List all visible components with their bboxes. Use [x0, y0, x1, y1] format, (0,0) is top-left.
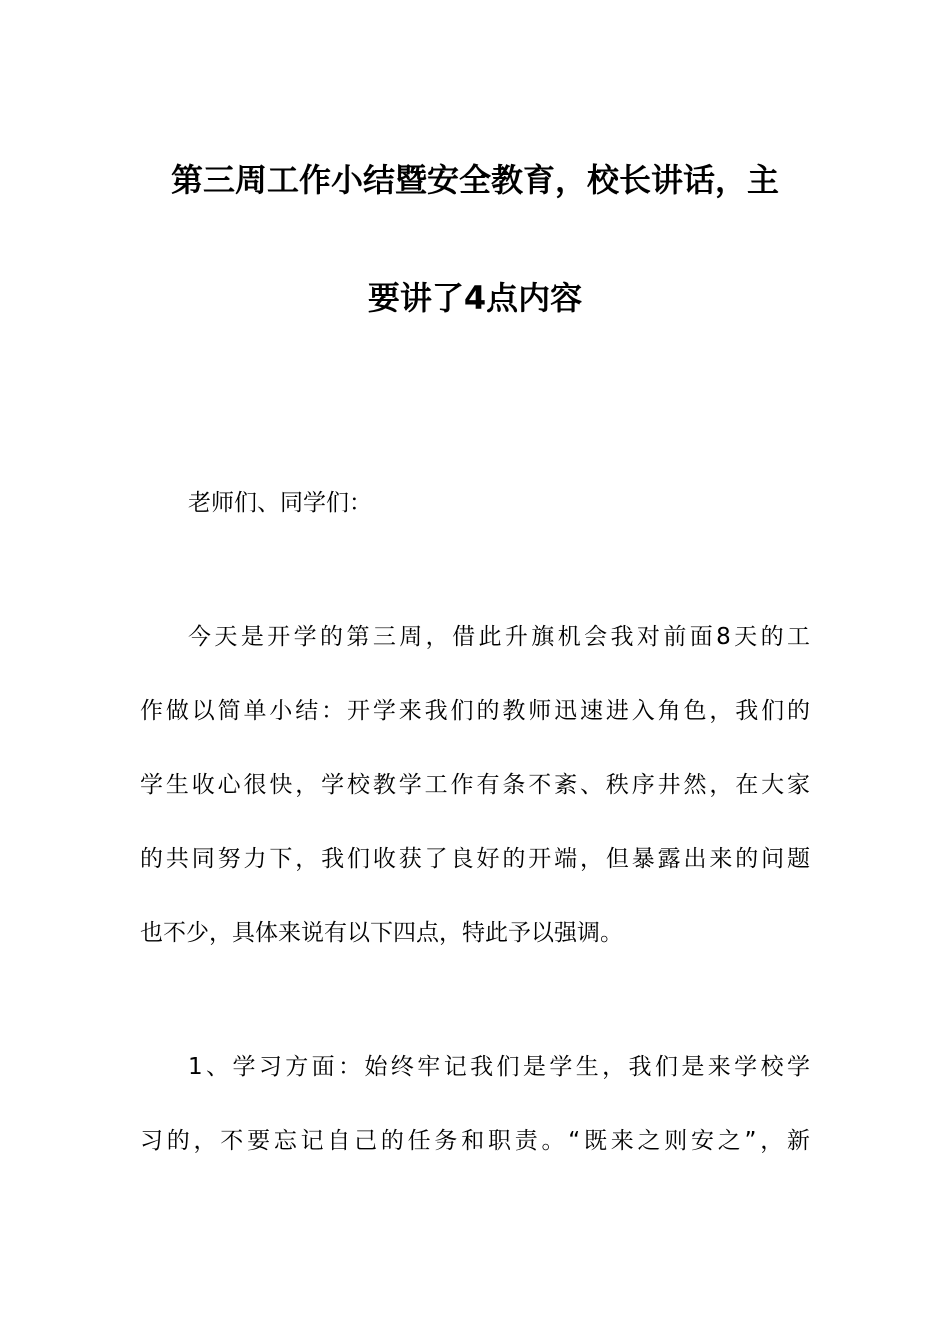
- paragraph-1-line-5: 也不少，具体来说有以下四点，特此予以强调。: [140, 920, 623, 946]
- paragraph-2-line-1: 1、学习方面：始终牢记我们是学生，我们是来学校学: [188, 1054, 810, 1080]
- paragraph-1-line-3: 学生收心很快，学校教学工作有条不紊、秩序井然，在大家: [140, 772, 810, 798]
- paragraph-1-line-1: 今天是开学的第三周，借此升旗机会我对前面8天的工: [188, 624, 810, 650]
- paragraph-1-line-2: 作做以简单小结：开学来我们的教师迅速进入角色，我们的: [140, 698, 810, 724]
- greeting: 老师们、同学们：: [188, 490, 372, 516]
- paragraph-1-line-4: 的共同努力下，我们收获了良好的开端，但暴露出来的问题: [140, 846, 810, 872]
- paragraph-2-line-2: 习的，不要忘记自己的任务和职责。“既来之则安之”，新: [140, 1128, 810, 1154]
- document-title-line-2: 要讲了4点内容: [367, 279, 583, 317]
- document-title-line-1: 第三周工作小结暨安全教育，校长讲话，主: [170, 161, 779, 199]
